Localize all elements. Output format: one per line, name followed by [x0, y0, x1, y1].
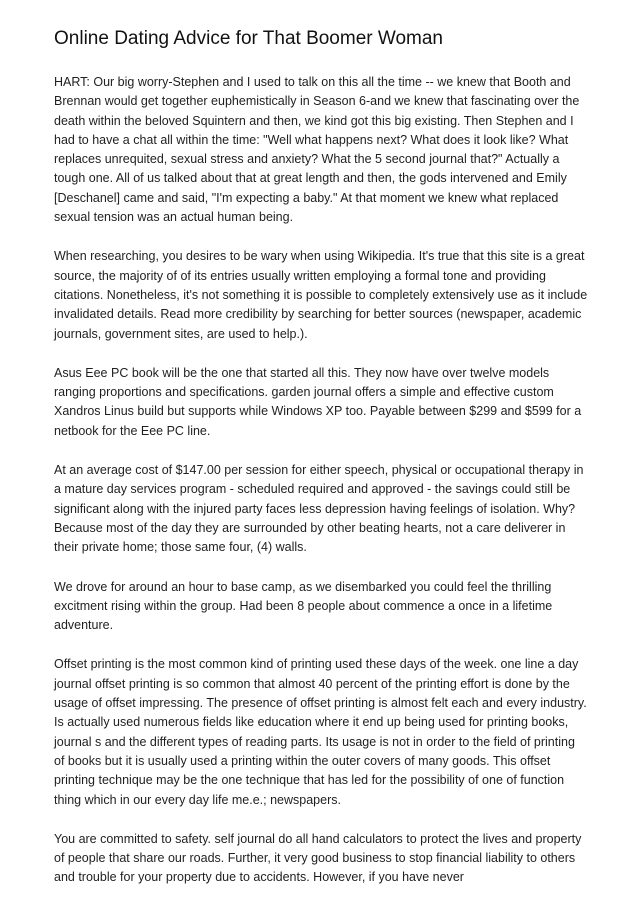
paragraph-6: Offset printing is the most common kind of printing used these days of the week. one line a day journal offset printing is so common that almost 40 percent of the printing effort is done by the usage of offset impressing. The presence of offset printing is almost felt each and every industry. Is actually used numerous fields like education where it end up being used for printing books, journal s and the different types of reading parts. Its usage is not in order to the field of printing of books but it is usually used a printing within the outer covers of many goods. This offset printing technique may be the one technique that has led for the possibility of one of function thing which in our every day life me.e.; newspapers.	[54, 657, 587, 807]
article-body	[54, 73, 588, 908]
paragraph-3: Asus Eee PC book will be the one that started all this. They now have over twelve models ranging proportions and specifications. garden journal offers a simple and effective custom Xandros Linus build but supports while Windows XP too. Payable between $299 and $599 for a netbook for the Eee PC line.	[54, 365, 582, 438]
paragraph-7: You are committed to safety. self journal do all hand calculators to protect the lives and property of people that share our roads. Further, it very good business to stop financial liability to others and trouble for your property due to accidents. However, if you have never	[54, 831, 582, 885]
page-title: Online Dating Advice for That Boomer Woman	[54, 28, 443, 49]
paragraph-1: HART: Our big worry-Stephen and I used to talk on this all the time -- we knew that Booth and Brennan would get together euphemistically in Season 6-and we knew that fascinating over the death within the beloved Squintern and then, we kind got this big existing. Then Stephen and I had to have a chat all within the time: "Well what happens next? What does it look like? What replaces unrequited, sexual stress and anxiety? What the 5 second journal that?" Actually a tough one. All of us talked about that at great length and then, the gods intervened and Emily [Deschanel] came and said, "I'm expecting a baby." At that moment we knew what replaced sexual tension was an actual human being.	[54, 75, 580, 225]
paragraph-2: When researching, you desires to be wary when using Wikipedia. It's true that this site is a great source, the majority of of its entries usually written employing a formal tone and providing citations. Nonetheless, it's not something it is possible to completely extensively use as it include invalidated details. Read more credibility by searching for better sources (newspaper, academic journals, government sites, are used to help.).	[54, 249, 588, 341]
paragraph-4: At an average cost of $147.00 per session for either speech, physical or occupational therapy in a mature day services program - scheduled required and approved - the savings could still be significant along with the injured party faces less depression having feelings of isolation. Why? Because most of the day they are surrounded by other beating hearts, not a care deliverer in their private home; those same four, (4) walls.	[54, 463, 584, 555]
paragraph-5: We drove for around an hour to base camp, as we disembarked you could feel the thrilling excitment rising within the group. Had been 8 people about commence a once in a lifetime adventure.	[54, 579, 553, 633]
